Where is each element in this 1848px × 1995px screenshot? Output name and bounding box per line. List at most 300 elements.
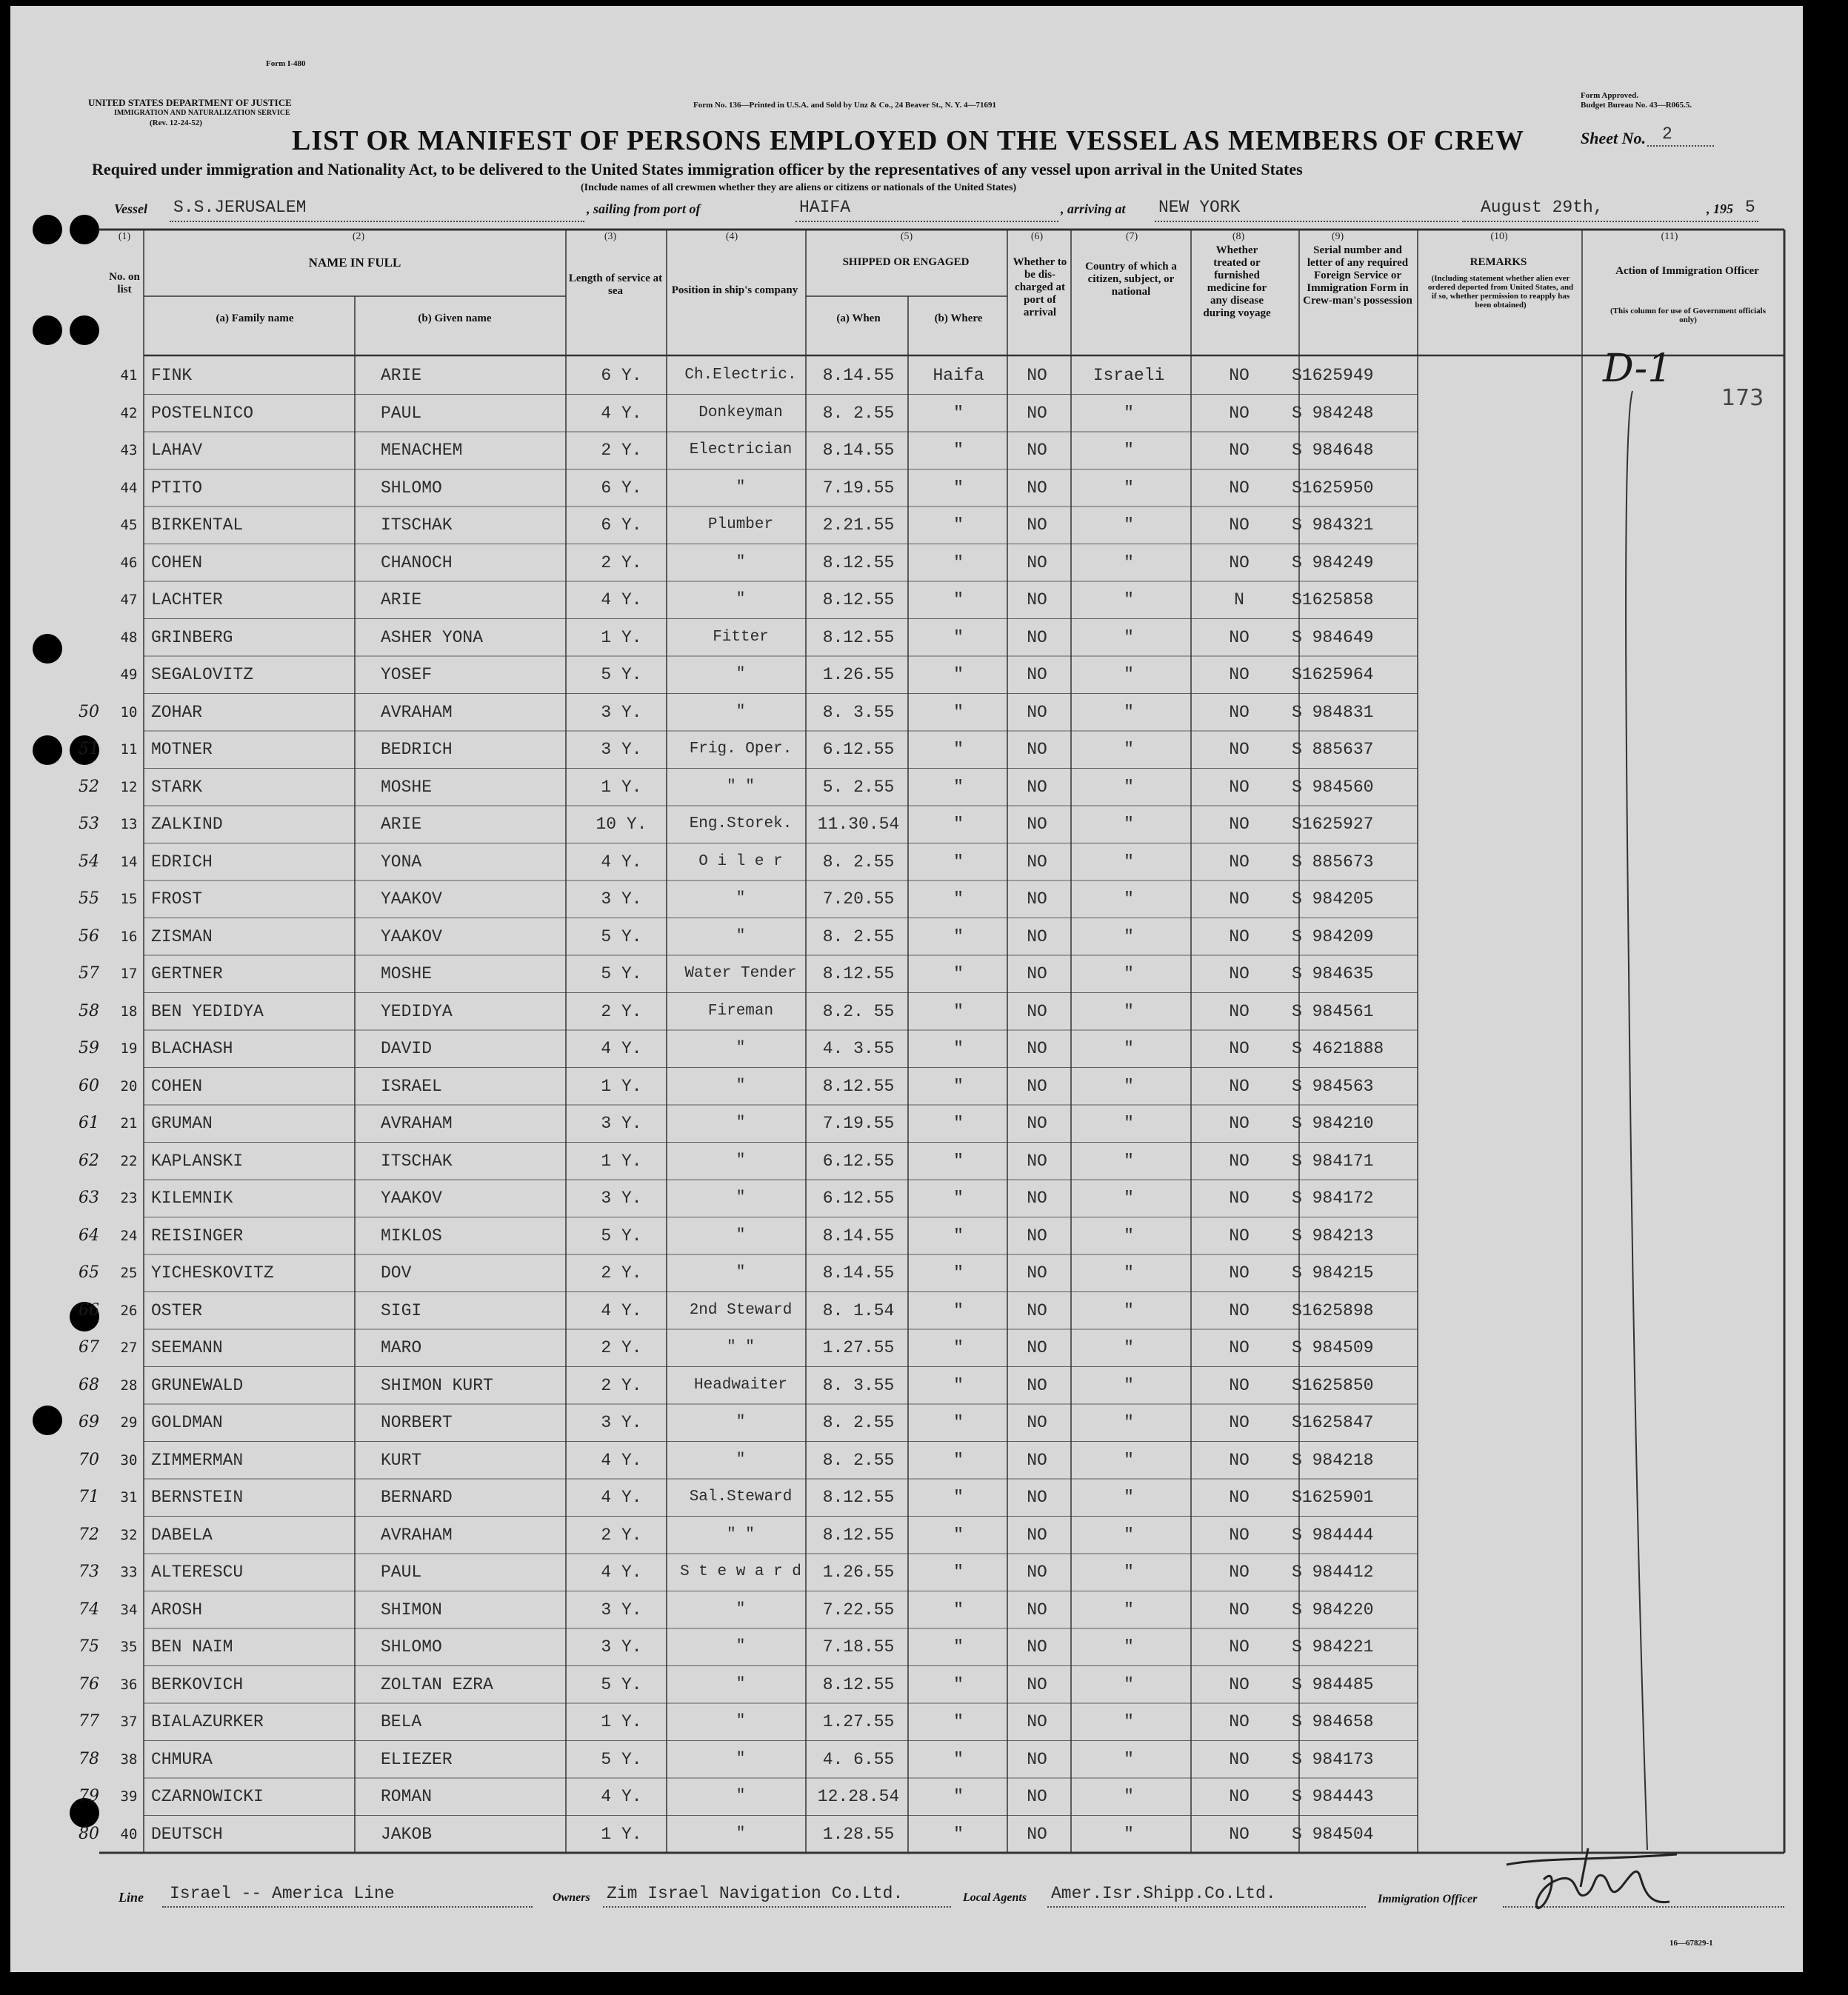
cell-given: ELIEZER xyxy=(381,1749,453,1769)
col-num-9: (9) xyxy=(1331,231,1344,242)
cell-discharged: NO xyxy=(1027,1600,1047,1620)
cell-medicine: NO xyxy=(1229,403,1250,423)
cell-given: YAAKOV xyxy=(381,1189,442,1208)
cell-serial: S1625850 xyxy=(1292,1375,1374,1395)
col-header-remarks: REMARKS xyxy=(1470,256,1527,268)
officer-signature xyxy=(1499,1835,1692,1917)
cell-service: 1 Y. xyxy=(601,627,642,647)
table-row xyxy=(10,880,1803,918)
row-number: 24 xyxy=(120,1227,138,1244)
handwritten-row-number: 52 xyxy=(79,777,99,796)
table-row xyxy=(10,1068,1803,1105)
cell-country: " xyxy=(1124,1300,1134,1320)
cell-family: CHMURA xyxy=(151,1749,213,1769)
row-number: 12 xyxy=(120,778,138,795)
cell-service: 3 Y. xyxy=(601,1189,642,1208)
department: UNITED STATES DEPARTMENT OF JUSTICE xyxy=(88,97,292,108)
cell-service: 5 Y. xyxy=(601,1749,642,1769)
cell-given: MIKLOS xyxy=(381,1226,442,1246)
col-header-service: Length of service at sea xyxy=(568,273,663,297)
table-row xyxy=(10,1254,1803,1291)
cell-when: 8.12.55 xyxy=(822,1674,895,1694)
cell-medicine: NO xyxy=(1229,926,1250,946)
cell-given: SHLOMO xyxy=(381,1637,442,1657)
cell-given: PAUL xyxy=(381,1563,422,1582)
cell-when: 8.14.55 xyxy=(822,366,895,385)
col-header-given: (b) Given name xyxy=(418,313,492,324)
cell-discharged: NO xyxy=(1027,1151,1047,1171)
cell-medicine: NO xyxy=(1229,1189,1250,1208)
cell-country: " xyxy=(1124,1600,1134,1620)
row-number: 33 xyxy=(120,1564,138,1580)
cell-position: " xyxy=(735,553,746,571)
cell-country: " xyxy=(1124,1151,1134,1171)
cell-position: O i l e r xyxy=(698,852,783,870)
cell-position: " xyxy=(735,1825,746,1842)
cell-serial: S1625858 xyxy=(1292,590,1374,609)
cell-country: " xyxy=(1124,1001,1134,1021)
cell-given: SHIMON KURT xyxy=(381,1375,493,1395)
row-number: 21 xyxy=(120,1115,138,1132)
cell-discharged: NO xyxy=(1027,1001,1047,1021)
cell-when: 8. 2.55 xyxy=(822,1450,895,1470)
handwritten-row-number: 71 xyxy=(79,1488,99,1506)
cell-discharged: NO xyxy=(1027,702,1047,722)
cell-family: LACHTER xyxy=(151,590,223,609)
handwritten-row-number: 79 xyxy=(79,1787,99,1805)
cell-position: " xyxy=(735,1264,746,1281)
cell-medicine: NO xyxy=(1229,478,1250,498)
cell-discharged: NO xyxy=(1027,1076,1047,1096)
cell-medicine: NO xyxy=(1229,441,1250,460)
col-header-action-note: (This column for use of Government officials only) xyxy=(1610,307,1766,324)
cell-given: ROMAN xyxy=(381,1787,433,1806)
cell-family: SEGALOVITZ xyxy=(151,665,254,684)
cell-family: CZARNOWICKI xyxy=(151,1787,264,1806)
cell-serial: S1625898 xyxy=(1292,1300,1374,1320)
table-row xyxy=(10,955,1803,992)
cell-serial: S 984209 xyxy=(1292,926,1374,946)
cell-serial: S 984215 xyxy=(1292,1263,1374,1283)
cell-position: Fireman xyxy=(707,1002,774,1020)
cell-medicine: NO xyxy=(1229,1338,1250,1357)
cell-where: " xyxy=(953,403,964,423)
cell-country: " xyxy=(1124,1525,1134,1545)
table-row xyxy=(10,769,1803,806)
col-header-serial: Serial number and letter of any required Foreign Service or Immigration Form in Crew-man's possession xyxy=(1303,244,1412,307)
cell-family: MOTNER xyxy=(151,740,213,759)
table-row xyxy=(10,357,1803,394)
handwritten-row-number: 60 xyxy=(79,1076,99,1095)
col-header-discharged: Whether to be dis-charged at port of arrival xyxy=(1013,256,1067,318)
cell-country: " xyxy=(1124,740,1134,759)
cell-given: ITSCHAK xyxy=(381,515,453,535)
cell-where: " xyxy=(953,627,964,647)
cell-discharged: NO xyxy=(1027,441,1047,460)
cell-country: " xyxy=(1124,1824,1134,1844)
row-number: 19 xyxy=(120,1040,138,1057)
cell-family: BEN NAIM xyxy=(151,1637,233,1657)
cell-given: ZOLTAN EZRA xyxy=(381,1674,493,1694)
cell-given: DAVID xyxy=(381,1039,433,1058)
cell-country: Israeli xyxy=(1093,366,1165,385)
row-number: 38 xyxy=(120,1751,138,1768)
table-row xyxy=(10,1217,1803,1254)
cell-where: " xyxy=(953,1375,964,1395)
sheet-label: Sheet No. xyxy=(1581,129,1646,147)
handwritten-row-number: 65 xyxy=(79,1263,99,1282)
cell-family: FINK xyxy=(151,366,193,385)
cell-serial: S 984172 xyxy=(1292,1189,1374,1208)
cell-given: MARO xyxy=(381,1338,422,1357)
cell-when: 5. 2.55 xyxy=(822,777,895,797)
cell-family: BERNSTEIN xyxy=(151,1488,244,1507)
col-num-2: (2) xyxy=(352,231,365,242)
cell-serial: S 984563 xyxy=(1292,1076,1374,1096)
cell-where: " xyxy=(953,740,964,759)
row-number: 49 xyxy=(120,666,138,683)
cell-discharged: NO xyxy=(1027,1824,1047,1844)
cell-family: POSTELNICO xyxy=(151,403,254,423)
cell-where: " xyxy=(953,1226,964,1246)
cell-service: 3 Y. xyxy=(601,1600,642,1620)
cell-country: " xyxy=(1124,1114,1134,1133)
cell-given: SHLOMO xyxy=(381,478,442,498)
cell-when: 2.21.55 xyxy=(822,515,895,535)
cell-discharged: NO xyxy=(1027,1375,1047,1395)
table-row xyxy=(10,1367,1803,1404)
row-number: 36 xyxy=(120,1676,138,1693)
cell-discharged: NO xyxy=(1027,1637,1047,1657)
table-row xyxy=(10,731,1803,768)
punch-hole xyxy=(33,215,62,244)
cell-service: 4 Y. xyxy=(601,1563,642,1582)
cell-service: 3 Y. xyxy=(601,1637,642,1657)
table-row xyxy=(10,1442,1803,1479)
col-num-4: (4) xyxy=(725,231,738,242)
table-row xyxy=(10,1180,1803,1217)
cell-when: 8. 3.55 xyxy=(822,1375,895,1395)
cell-where: " xyxy=(953,815,964,834)
cell-where: " xyxy=(953,777,964,797)
cell-when: 8. 1.54 xyxy=(822,1300,895,1320)
col-header-position: Position in ship's company xyxy=(671,284,798,296)
arriving-port: NEW YORK xyxy=(1158,198,1241,217)
line-name: Israel -- America Line xyxy=(170,1884,395,1903)
row-number: 13 xyxy=(120,816,138,832)
cell-position: " xyxy=(735,1226,746,1244)
cell-given: SHIMON xyxy=(381,1600,442,1620)
cell-discharged: NO xyxy=(1027,1749,1047,1769)
cell-when: 1.26.55 xyxy=(822,665,895,684)
cell-service: 5 Y. xyxy=(601,1226,642,1246)
cell-where: " xyxy=(953,1600,964,1620)
handwritten-row-number: 51 xyxy=(79,740,99,758)
table-row xyxy=(10,507,1803,544)
cell-position: Water Tender xyxy=(684,965,797,982)
cell-given: KURT xyxy=(381,1450,422,1470)
cell-position: " xyxy=(735,890,746,907)
action-mark: D-1 xyxy=(1603,347,1672,391)
cell-given: YAAKOV xyxy=(381,889,442,909)
cell-position: " xyxy=(735,1675,746,1693)
table-row xyxy=(10,918,1803,955)
cell-serial: S 984560 xyxy=(1292,777,1374,797)
cell-country: " xyxy=(1124,1189,1134,1208)
sailing-port: HAIFA xyxy=(799,198,851,217)
cell-position: 2nd Steward xyxy=(689,1301,793,1319)
table-row xyxy=(10,1143,1803,1180)
cell-where: " xyxy=(953,590,964,609)
cell-country: " xyxy=(1124,590,1134,609)
cell-where: " xyxy=(953,1488,964,1507)
cell-position: Headwaiter xyxy=(693,1376,788,1394)
cell-medicine: NO xyxy=(1229,777,1250,797)
row-number: 23 xyxy=(120,1190,138,1206)
cell-position: " " xyxy=(727,778,755,795)
cell-country: " xyxy=(1124,1749,1134,1769)
cell-where: " xyxy=(953,852,964,872)
cell-where: " xyxy=(953,1151,964,1171)
cell-medicine: NO xyxy=(1229,1450,1250,1470)
cell-discharged: NO xyxy=(1027,964,1047,983)
handwritten-row-number: 63 xyxy=(79,1189,99,1207)
row-number: 22 xyxy=(120,1152,138,1169)
cell-given: MENACHEM xyxy=(381,441,463,460)
col-header-country: Country of which a citizen, subject, or national xyxy=(1085,261,1177,298)
row-number: 45 xyxy=(120,517,138,533)
cell-family: GERTNER xyxy=(151,964,223,983)
cell-service: 4 Y. xyxy=(601,1787,642,1806)
cell-where: " xyxy=(953,1525,964,1545)
cell-service: 2 Y. xyxy=(601,1338,642,1357)
cell-when: 7.19.55 xyxy=(822,478,895,498)
owners-label: Owners xyxy=(553,1891,590,1904)
table-row xyxy=(10,1666,1803,1703)
cell-service: 5 Y. xyxy=(601,665,642,684)
handwritten-row-number: 54 xyxy=(79,852,99,871)
cell-medicine: NO xyxy=(1229,1600,1250,1620)
cell-discharged: NO xyxy=(1027,366,1047,385)
row-number: 27 xyxy=(120,1340,138,1356)
cell-given: YAAKOV xyxy=(381,926,442,946)
cell-when: 8.14.55 xyxy=(822,1226,895,1246)
cell-family: BIRKENTAL xyxy=(151,515,244,535)
cell-country: " xyxy=(1124,1674,1134,1694)
col-header-where: (b) Where xyxy=(934,313,983,324)
table-row xyxy=(10,1554,1803,1591)
cell-medicine: N xyxy=(1234,590,1244,609)
table-row xyxy=(10,469,1803,507)
cell-medicine: NO xyxy=(1229,665,1250,684)
row-number: 25 xyxy=(120,1265,138,1281)
cell-position: " xyxy=(735,927,746,945)
cell-medicine: NO xyxy=(1229,1525,1250,1545)
cell-service: 4 Y. xyxy=(601,1488,642,1507)
cell-where: " xyxy=(953,552,964,572)
cell-country: " xyxy=(1124,889,1134,909)
cell-position: " xyxy=(735,478,746,496)
officer-label: Immigration Officer xyxy=(1378,1893,1478,1905)
cell-given: YOSEF xyxy=(381,665,433,684)
cell-country: " xyxy=(1124,665,1134,684)
cell-discharged: NO xyxy=(1027,1263,1047,1283)
cell-serial: S 984831 xyxy=(1292,702,1374,722)
cell-service: 10 Y. xyxy=(596,815,647,834)
cell-when: 1.27.55 xyxy=(822,1712,895,1731)
handwritten-row-number: 59 xyxy=(79,1039,99,1057)
cell-position: Donkeyman xyxy=(698,404,783,421)
table-row xyxy=(10,1778,1803,1815)
cell-medicine: NO xyxy=(1229,1375,1250,1395)
cell-discharged: NO xyxy=(1027,740,1047,759)
table-row xyxy=(10,1703,1803,1740)
cell-serial: S 984444 xyxy=(1292,1525,1374,1545)
cell-when: 8. 2.55 xyxy=(822,852,895,872)
table-row xyxy=(10,544,1803,581)
handwritten-row-number: 74 xyxy=(79,1600,99,1619)
cell-given: BELA xyxy=(381,1712,422,1731)
cell-when: 8.2. 55 xyxy=(822,1001,895,1021)
cell-where: " xyxy=(953,1300,964,1320)
table-row xyxy=(10,1404,1803,1441)
cell-when: 8.12.55 xyxy=(822,964,895,983)
cell-country: " xyxy=(1124,627,1134,647)
col-num-5: (5) xyxy=(900,231,913,242)
handwritten-row-number: 77 xyxy=(79,1712,99,1731)
cell-service: 2 Y. xyxy=(601,1263,642,1283)
col-num-6: (6) xyxy=(1030,231,1044,242)
form-revision: (Rev. 12-24-52) xyxy=(150,118,202,127)
cell-where: " xyxy=(953,1263,964,1283)
cell-medicine: NO xyxy=(1229,1488,1250,1507)
cell-service: 6 Y. xyxy=(601,366,642,385)
cell-medicine: NO xyxy=(1229,740,1250,759)
cell-family: SEEMANN xyxy=(151,1338,223,1357)
cell-service: 4 Y. xyxy=(601,1450,642,1470)
cell-given: YONA xyxy=(381,852,422,872)
cell-when: 8.12.55 xyxy=(822,1488,895,1507)
service-name: IMMIGRATION AND NATURALIZATION SERVICE xyxy=(114,109,290,117)
cell-discharged: NO xyxy=(1027,1300,1047,1320)
cell-service: 2 Y. xyxy=(601,1001,642,1021)
cell-family: KILEMNIK xyxy=(151,1189,233,1208)
cell-given: BERNARD xyxy=(381,1488,453,1507)
cell-family: ZOHAR xyxy=(151,702,203,722)
cell-when: 8.12.55 xyxy=(822,552,895,572)
cell-service: 5 Y. xyxy=(601,926,642,946)
cell-serial: S 984658 xyxy=(1292,1712,1374,1731)
cell-country: " xyxy=(1124,552,1134,572)
row-number: 15 xyxy=(120,891,138,907)
manifest-sheet xyxy=(10,6,1803,1972)
cell-discharged: NO xyxy=(1027,403,1047,423)
cell-when: 6.12.55 xyxy=(822,1189,895,1208)
row-number: 39 xyxy=(120,1788,138,1805)
table-row xyxy=(10,694,1803,731)
cell-family: STARK xyxy=(151,777,203,797)
cell-given: AVRAHAM xyxy=(381,1525,453,1545)
handwritten-row-number: 76 xyxy=(79,1674,99,1694)
vessel-name: S.S.JERUSALEM xyxy=(173,198,307,217)
cell-family: GRUMAN xyxy=(151,1114,213,1133)
cell-when: 8.12.55 xyxy=(822,1525,895,1545)
cell-when: 11.30.54 xyxy=(817,815,900,834)
row-number: 14 xyxy=(120,853,138,870)
cell-family: DABELA xyxy=(151,1525,213,1545)
cell-medicine: NO xyxy=(1229,366,1250,385)
cell-serial: S 984220 xyxy=(1292,1600,1374,1620)
line-label: Line xyxy=(119,1890,144,1905)
cell-position: " xyxy=(735,591,746,608)
handwritten-row-number: 66 xyxy=(79,1300,99,1320)
cell-discharged: NO xyxy=(1027,1525,1047,1545)
cell-serial: S 885673 xyxy=(1292,852,1374,872)
cell-serial: S 984648 xyxy=(1292,441,1374,460)
cell-family: REISINGER xyxy=(151,1226,244,1246)
cell-given: NORBERT xyxy=(381,1413,453,1432)
cell-where: " xyxy=(953,702,964,722)
cell-discharged: NO xyxy=(1027,1114,1047,1133)
cell-discharged: NO xyxy=(1027,1488,1047,1507)
cell-position: Eng.Storek. xyxy=(689,815,793,832)
cell-when: 8.12.55 xyxy=(822,627,895,647)
year-prefix: , 195 xyxy=(1707,201,1733,216)
cell-medicine: NO xyxy=(1229,515,1250,535)
table-row xyxy=(10,1292,1803,1329)
cell-position: " xyxy=(735,1077,746,1095)
cell-medicine: NO xyxy=(1229,1114,1250,1133)
cell-position: Ch.Electric. xyxy=(684,367,797,384)
cell-given: SIGI xyxy=(381,1300,422,1320)
cell-position: " xyxy=(735,1713,746,1730)
cell-discharged: NO xyxy=(1027,926,1047,946)
cell-service: 4 Y. xyxy=(601,590,642,609)
cell-where: " xyxy=(953,1563,964,1582)
cell-country: " xyxy=(1124,441,1134,460)
cell-when: 1.27.55 xyxy=(822,1338,895,1357)
handwritten-row-number: 78 xyxy=(79,1749,99,1768)
agents-label: Local Agents xyxy=(963,1891,1027,1904)
row-number: 18 xyxy=(120,1003,138,1020)
cell-family: AROSH xyxy=(151,1600,203,1620)
cell-position: " xyxy=(735,1189,746,1206)
cell-position: " " xyxy=(727,1526,755,1543)
col-header-no: No. on list xyxy=(109,271,140,295)
cell-position: " xyxy=(735,1750,746,1768)
row-number: 26 xyxy=(120,1302,138,1319)
cell-medicine: NO xyxy=(1229,889,1250,909)
cell-service: 3 Y. xyxy=(601,702,642,722)
sailing-label: , sailing from port of xyxy=(587,201,701,216)
cell-given: ISRAEL xyxy=(381,1076,442,1096)
cell-medicine: NO xyxy=(1229,1712,1250,1731)
cell-where: " xyxy=(953,665,964,684)
cell-service: 3 Y. xyxy=(601,1413,642,1432)
cell-serial: S 984210 xyxy=(1292,1114,1374,1133)
cell-country: " xyxy=(1124,702,1134,722)
cell-where: " xyxy=(953,1637,964,1657)
cell-where: " xyxy=(953,926,964,946)
cell-discharged: NO xyxy=(1027,1226,1047,1246)
cell-where: " xyxy=(953,1189,964,1208)
cell-given: DOV xyxy=(381,1263,412,1283)
col-header-medicine: Whether treated or furnished medicine for any disease during voyage xyxy=(1203,244,1271,319)
cell-family: FROST xyxy=(151,889,203,909)
handwritten-row-number: 64 xyxy=(79,1226,99,1245)
cell-where: " xyxy=(953,1001,964,1021)
cell-family: KAPLANSKI xyxy=(151,1151,244,1171)
